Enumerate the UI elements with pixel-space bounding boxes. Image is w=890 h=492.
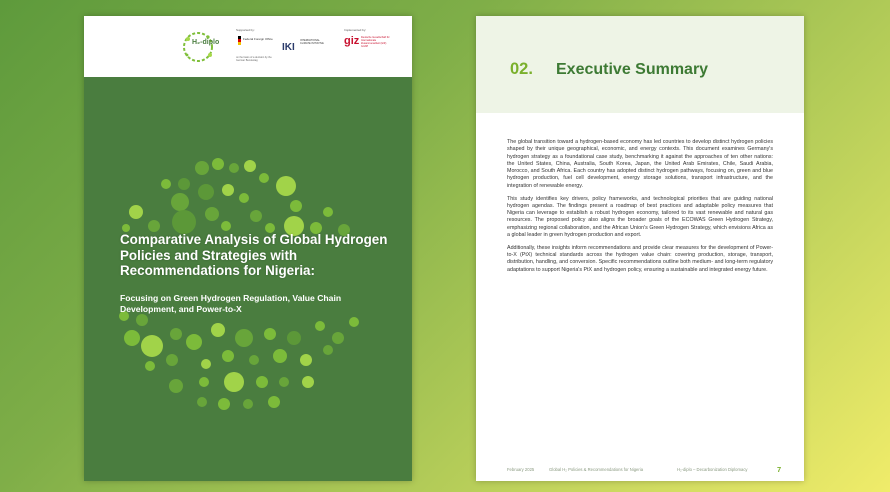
cover-title: Comparative Analysis of Global Hydrogen Policies and Strategies with Recommendations for Nigeria:	[120, 232, 388, 279]
section-header	[476, 16, 804, 113]
report-cover	[84, 16, 412, 481]
federal-office-name: Federal Foreign Office	[243, 37, 273, 41]
footer-doc-title: Global H₂ Policies & Recommendations for Nigeria	[549, 467, 644, 472]
supported-by-label: Supported by:	[236, 28, 255, 32]
summary-paragraph-1: The global transition toward a hydrogen-based economy has led countries to develop distinct hydrogen policies shaped by their unique geographical, economic, and energy contexts. This document examines Germany's hydrogen strategy as a foundational case study, benchmarking it against the approaches of ten other nations: the United States, China, Australia, South Korea, Japan, the United Arab Emirates, Chile, Saudi Arabia, Morocco, and South Africa. Each country has adopted distinct hydrogen pathways, focusing on, green and blue hydrogen production, fuel cell development, energy storage solutions, transport infrastructure, and the integration of renewable energy.	[507, 139, 773, 189]
cover-subtitle: Focusing on Green Hydrogen Regulation, Value Chain Development, and Power-to-X	[120, 293, 342, 314]
footer-date: February 2025	[507, 467, 535, 472]
page-footer	[507, 465, 783, 475]
summary-paragraph-3: Additionally, these insights inform recommendations and provide clear measures for the development of Power-to-X (PtX) technical standards across the hydrogen value chain: covering production, storage, transport, distribution, handling, and conversion. Specific recommendations outline both medium- and long-term regulatory adaptations to support Nigeria's PtX and hydrogen policy, ensuring a sustainable and integrated energy future.	[507, 244, 773, 273]
iki-wordmark: IKI	[282, 42, 295, 53]
implemented-by-label: Implemented by:	[344, 28, 367, 32]
hydiplo-wordmark: H₂-diplo	[192, 39, 220, 46]
section-number: 02.	[510, 60, 533, 78]
summary-paragraph-2: This study identifies key drivers, policy frameworks, and technological priorities that are guiding national hydrogen agendas. The findings present a roadmap of best practices and adaptable policy measures that Nigeria can leverage to establish a robust hydrogen economy, tailored to its vast renewable and natural gas resources. The proposed policy also aligns the broader goals of the ECOWAS Green Hydrogen Strategy, emphasizing regional collaboration, and the African Union's Green Hydrogen Strategy, which envisions Africa as a global leader in green hydrogen production and export.	[507, 195, 773, 239]
footer-page-number: 7	[777, 465, 782, 474]
bundestag-note: on the basis of a decision by the German Bundestag	[236, 56, 272, 62]
footer-brand: H₂-diplo – Decarbonization Diplomacy	[677, 467, 748, 472]
bubble-cluster	[119, 158, 359, 410]
section-title: Executive Summary	[556, 61, 709, 78]
iki-subtitle: INTERNATIONAL CLIMATE INITIATIVE	[300, 39, 324, 45]
summary-body	[507, 139, 773, 280]
giz-subtitle: Deutsche Gesellschaft für Internationale Zusammenarbeit (GIZ) GmbH	[361, 36, 390, 48]
executive-summary-page	[476, 16, 804, 481]
giz-wordmark: giz	[344, 35, 360, 47]
